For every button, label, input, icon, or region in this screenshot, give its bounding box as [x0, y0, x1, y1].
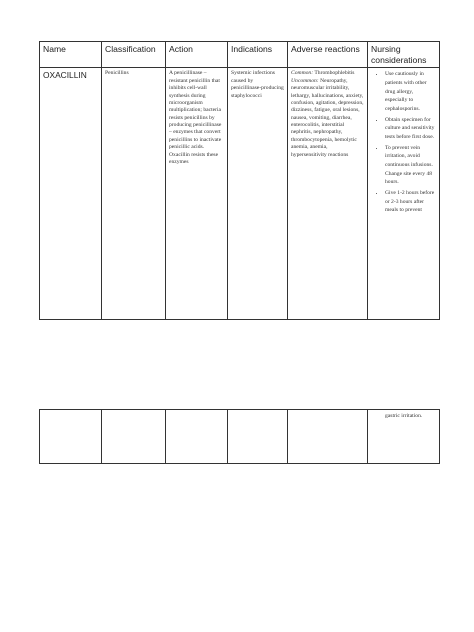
drug-adverse-reactions: [288, 68, 368, 320]
adverse-common-text: Thrombophlebitis: [314, 70, 355, 77]
nursing-continuation: gastric irritation.: [368, 410, 440, 464]
header-nursing-considerations: Nursing considerations: [368, 42, 440, 68]
header-classification: Classification: [102, 42, 166, 68]
nursing-item: • Use cautiously in patients with other drug allergy, especially to cephalosporins.: [385, 70, 436, 113]
drug-table-continued: [39, 409, 440, 464]
table-row: [40, 410, 440, 464]
empty-cell: [166, 410, 228, 464]
adverse-uncommon-text: Neuropathy, neuromuscular irritability, lethargy, hallucinations, anxiety, confusion, agitation, depression, dizziness, fatigue, oral lesions, nausea, vomiting, diarrhea, enterocolitis, interstitial nephritis, nephropathy, thrombocytopenia, hemolytic anemia, anemia, hypersensitivity reactions: [291, 77, 364, 158]
drug-nursing-considerations: [368, 68, 440, 320]
drug-indications: Systemic infections caused by penicillinase-producing staphylococci: [228, 68, 288, 320]
nursing-item: • To prevent vein irritation, avoid continuous infusions. Change site every 48 hours.: [385, 144, 436, 187]
header-row: [40, 42, 440, 68]
adverse-common-label: Common:: [291, 70, 314, 77]
table-row: [40, 68, 440, 320]
header-indications: Indications: [228, 42, 288, 68]
nursing-item: • Give 1-2 hours before or 2-3 hours after meals to prevent: [385, 189, 436, 215]
drug-name: OXACILLIN: [40, 68, 102, 320]
empty-cell: [102, 410, 166, 464]
drug-action: A penicillinase – resistant penicillin that inhibits cell-wall synthesis during microorganism multiplication; bacteria resists penicillins by producing penicillinase – enzymes that convert penicillins to inactivate penicillic acids. Oxacillin resists these enzymes: [166, 68, 228, 320]
drug-classification: Penicillins: [102, 68, 166, 320]
drug-table: [39, 41, 440, 320]
nursing-item: • Obtain specimen for culture and sensitivity tests before first dose.: [385, 116, 436, 142]
adverse-uncommon-label: Uncommon:: [291, 77, 319, 84]
empty-cell: [40, 410, 102, 464]
adverse-uncommon: [291, 78, 364, 159]
header-name: Name: [40, 42, 102, 68]
header-action: Action: [166, 42, 228, 68]
header-adverse-reactions: Adverse reactions: [288, 42, 368, 68]
empty-cell: [228, 410, 288, 464]
nursing-list: [371, 70, 436, 215]
empty-cell: [288, 410, 368, 464]
adverse-common: [291, 70, 364, 77]
